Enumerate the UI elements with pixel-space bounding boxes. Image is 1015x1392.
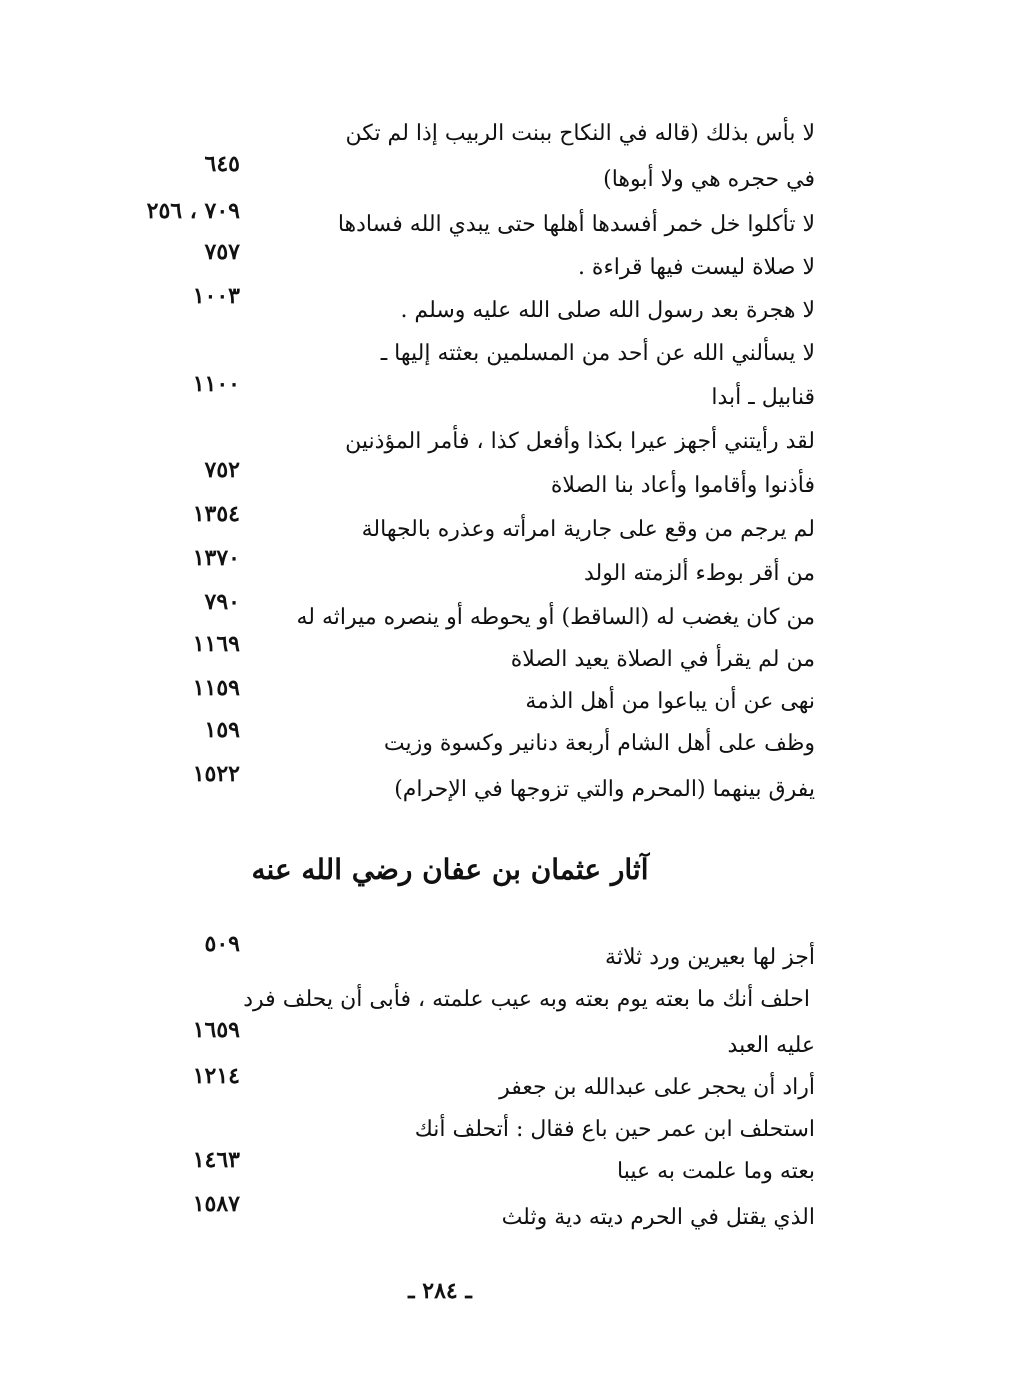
reference-number: ٧٩٠ (204, 589, 240, 615)
text-line: لا تأكلوا خل خمر أفسدها أهلها حتى يبدي الله فسادها (337, 212, 815, 237)
text-line: وظف على أهل الشام أربعة دنانير وكسوة وزيت (383, 731, 815, 756)
text-line: احلف أنك ما بعته يوم بعته وبه عيب علمته ، فأبى أن يحلف فرد (243, 987, 810, 1012)
text-line: من لم يقرأ في الصلاة يعيد الصلاة (510, 647, 815, 672)
text-line: بعته وما علمت به عيبا (616, 1159, 815, 1184)
reference-number: ٧٥٧ (204, 239, 240, 265)
reference-number: ١١٦٩ (192, 631, 240, 657)
reference-number: ١٣٧٠ (192, 545, 240, 571)
text-line: لا يسألني الله عن أحد من المسلمين بعثته إليها ـ (380, 341, 815, 366)
text-line: لا هجرة بعد رسول الله صلى الله عليه وسلم . (400, 298, 815, 323)
reference-number: ١١٠٠ (192, 371, 240, 397)
page-number: ـ ٢٨٤ ـ (408, 1278, 472, 1304)
reference-number: ٦٤٥ (204, 151, 240, 177)
reference-number: ١٥٩ (204, 717, 240, 743)
reference-number: ٥٠٩ (204, 931, 240, 957)
text-line: في حجره هي ولا أبوها) (603, 167, 815, 192)
text-line: لا بأس بذلك (قاله في النكاح ببنت الربيب إذا لم تكن (345, 121, 815, 146)
text-line: نهى عن أن يباعوا من أهل الذمة (525, 689, 815, 714)
text-line: فأذنوا وأقاموا وأعاد بنا الصلاة (550, 473, 815, 498)
text-line: لقد رأيتني أجهز عيرا بكذا وأفعل كذا ، فأمر المؤذنين (345, 429, 815, 454)
text-line: عليه العبد (727, 1033, 815, 1058)
text-line: استحلف ابن عمر حين باع فقال : أتحلف أنك (414, 1117, 815, 1142)
reference-number: ١٠٠٣ (192, 283, 240, 309)
text-line: من أقر بوطء ألزمته الولد (583, 561, 815, 586)
text-line: أجز لها بعيرين ورد ثلاثة (605, 945, 815, 970)
text-line: قنابيل ـ أبدا (711, 385, 815, 410)
text-line: لم يرجم من وقع على جارية امرأته وعذره بالجهالة (361, 517, 815, 542)
text-line: لا صلاة ليست فيها قراءة . (577, 255, 815, 280)
text-line: يفرق بينهما (المحرم والتي تزوجها في الإحرام) (394, 777, 815, 802)
reference-number: ١١٥٩ (192, 675, 240, 701)
section-heading: آثار عثمان بن عفان رضي الله عنه (251, 853, 649, 886)
text-line: من كان يغضب له (الساقط) أو يحوطه أو ينصره ميراثه له (296, 605, 815, 630)
reference-number: ٧٥٢ (204, 457, 240, 483)
text-line: أراد أن يحجر على عبدالله بن جعفر (499, 1075, 815, 1100)
reference-number: ١٢١٤ (192, 1063, 240, 1089)
reference-number: ١٦٥٩ (192, 1017, 240, 1043)
reference-number: ١٥٨٧ (192, 1191, 240, 1217)
reference-number: ١٥٢٢ (192, 761, 240, 787)
text-line: الذي يقتل في الحرم ديته دية وثلث (501, 1205, 815, 1230)
reference-number: ١٤٦٣ (192, 1147, 240, 1173)
reference-number: ٧٠٩ ، ٢٥٦ (146, 198, 240, 224)
reference-number: ١٣٥٤ (192, 501, 240, 527)
